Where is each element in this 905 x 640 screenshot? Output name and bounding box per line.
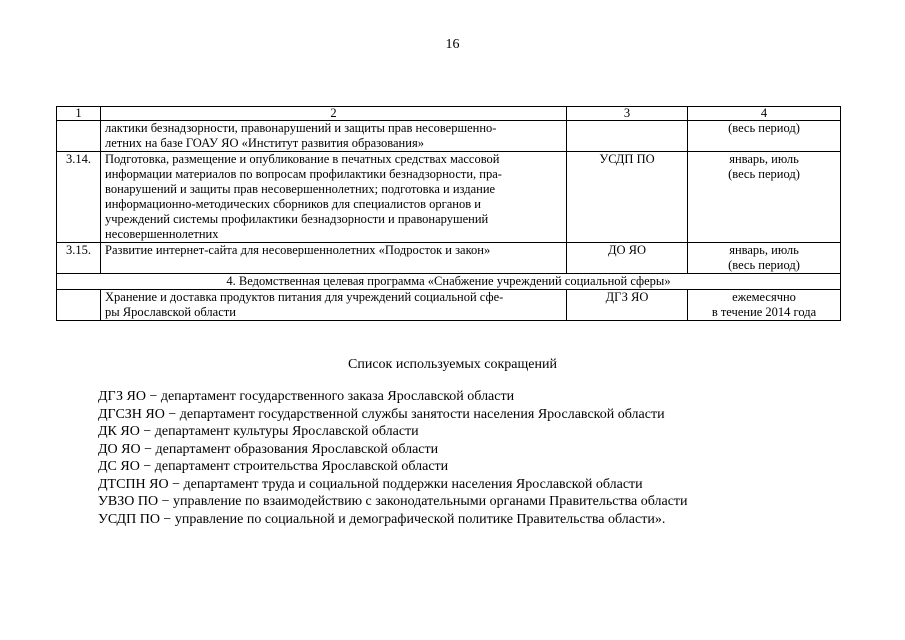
page-number: 16 [445, 37, 460, 52]
row-number: 3.14. [57, 152, 101, 243]
measure-text: лактики безнадзорности, правонарушений и защиты прав несовершенно- летних на базе ГОАУ ЯО «Институт развития образования» [101, 121, 567, 152]
abbreviations-list [98, 388, 858, 528]
table-row [57, 290, 841, 321]
column-header-1: 1 [57, 107, 101, 121]
table-row [57, 243, 841, 274]
abbreviation-item: УВЗО ПО − управление по взаимодействию с законодательными органами Правительства области [98, 494, 688, 509]
table-row [57, 152, 841, 243]
executor-cell: УСДП ПО [567, 152, 688, 243]
abbreviation-item: ДК ЯО − департамент культуры Ярославской области [98, 424, 419, 439]
abbreviation-item: ДО ЯО − департамент образования Ярославской области [98, 441, 439, 457]
column-header-2: 2 [101, 107, 567, 121]
row-number: 3.15. [57, 243, 101, 274]
abbreviation-item: ДТСПН ЯО − департамент труда и социальной поддержки населения Ярославской области [98, 476, 643, 492]
period-cell: январь, июль (весь период) [688, 152, 841, 243]
abbreviations-title: Список используемых сокращений [348, 357, 557, 372]
row-number [57, 121, 101, 152]
measure-text: Развитие интернет-сайта для несовершеннолетних «Подросток и закон» [101, 243, 567, 274]
table-header-row [57, 107, 841, 121]
executor-cell: ДГЗ ЯО [567, 290, 688, 321]
measures-table [56, 106, 841, 321]
measure-text: Подготовка, размещение и опубликование в печатных средствах массовой информации материалов по вопросам профилактики безнадзорности, пра- вонарушений и защиты прав несовершеннолетних; подготовка и издание информационно-методических сборников для специалистов органов и учреждений системы профилактики безнадзорности и правонарушений несовершеннолетних [101, 152, 567, 243]
abbreviation-item: УСДП ПО − управление по социальной и демографической политике Правительства области». [98, 511, 666, 527]
executor-cell [567, 121, 688, 152]
abbreviation-item: ДС ЯО − департамент строительства Ярославской области [98, 459, 449, 474]
period-cell: ежемесячно в течение 2014 года [688, 290, 841, 321]
abbreviation-item: ДГЗ ЯО − департамент государственного заказа Ярославской области [98, 389, 515, 404]
period-cell: январь, июль (весь период) [688, 243, 841, 274]
measure-text: Хранение и доставка продуктов питания для учреждений социальной сфе- ры Ярославской области [101, 290, 567, 321]
abbreviation-item: ДГСЗН ЯО − департамент государственной службы занятости населения Ярославской области [98, 406, 665, 422]
executor-cell: ДО ЯО [567, 243, 688, 274]
section-row [57, 274, 841, 290]
section-title: 4. Ведомственная целевая программа «Снабжение учреждений социальной сферы» [57, 274, 841, 290]
period-cell: (весь период) [688, 121, 841, 152]
table-row [57, 121, 841, 152]
row-number [57, 290, 101, 321]
column-header-4: 4 [688, 107, 841, 121]
column-header-3: 3 [567, 107, 688, 121]
